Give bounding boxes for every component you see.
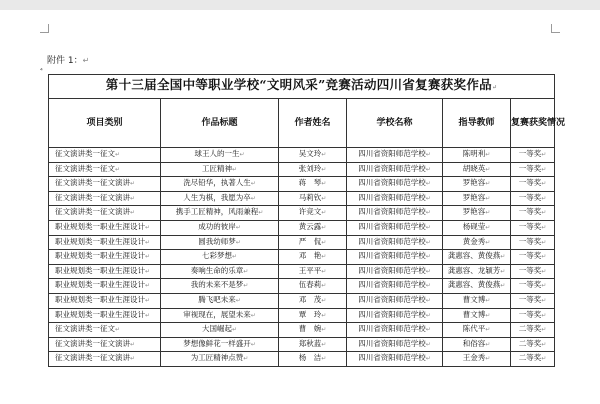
cell-teacher: 胡晓英↵ (443, 162, 511, 177)
paragraph-mark-icon: ↵ (485, 238, 491, 246)
cell-teacher: 龚惠容、黄俊燕↵ (443, 279, 511, 294)
cell-teacher: 陈代平↵ (443, 323, 511, 338)
cell-title: 人生为棋，我愿为卒↵ (161, 191, 279, 206)
paragraph-mark-icon: ↵ (145, 238, 151, 246)
cell-award: 一等奖↵ (511, 235, 555, 250)
cell-teacher: 黄金秀↵ (443, 235, 511, 250)
cell-category: 征文演讲类一征文↵ (49, 162, 161, 177)
paragraph-mark-icon: ↵ (258, 209, 264, 217)
paragraph-mark-icon: ↵ (485, 340, 491, 348)
paragraph-mark-icon: ↵ (130, 209, 136, 217)
paragraph-mark-icon: ↵ (250, 180, 256, 188)
paragraph-mark-icon: ↵ (425, 282, 431, 290)
paragraph-mark-icon: ↵ (145, 267, 151, 275)
attachment-label: 附件 1：↵ (47, 56, 90, 66)
cell-award: 一等奖↵ (511, 308, 555, 323)
cell-category: 征文演讲类一征文演讲↵ (49, 352, 161, 367)
cell-award: 一等奖↵ (511, 279, 555, 294)
paragraph-mark-icon: ↵ (425, 238, 431, 246)
paragraph-mark-icon: ↵ (541, 223, 547, 231)
cell-school: 四川省资阳师范学校↵ (347, 177, 443, 192)
cell-award: 二等奖↵ (511, 352, 555, 367)
cell-title: 奏响生命的乐章↵ (161, 264, 279, 279)
cell-school: 四川省资阳师范学校↵ (347, 220, 443, 235)
cell-school: 四川省资阳师范学校↵ (347, 323, 443, 338)
cell-category: 征文演讲类一征文演讲↵ (49, 337, 161, 352)
cell-author: 邓 艳↵ (279, 250, 347, 265)
cell-school: 四川省资阳师范学校↵ (347, 148, 443, 163)
paragraph-mark-icon: ↵ (425, 194, 431, 202)
paragraph-mark-icon: ↵ (321, 194, 327, 202)
cell-title: 梦想像鲜花一样盛开↵ (161, 337, 279, 352)
table-row (49, 352, 555, 367)
cell-category: 职业规划类一职业生涯设计↵ (49, 220, 161, 235)
cell-category: 职业规划类一职业生涯设计↵ (49, 308, 161, 323)
paragraph-mark-icon: ↵ (115, 151, 121, 158)
cell-school: 四川省资阳师范学校↵ (347, 235, 443, 250)
paragraph-mark-icon: ↵ (243, 267, 249, 275)
cell-school: 四川省资阳师范学校↵ (347, 250, 443, 265)
cell-title: 审视现在，展望未来↵ (161, 308, 279, 323)
cell-teacher: 陈明利↵ (443, 148, 511, 163)
paragraph-mark-icon: ↵ (130, 355, 136, 363)
cell-teacher: 曹文博↵ (443, 308, 511, 323)
cell-school: 四川省资阳师范学校↵ (347, 264, 443, 279)
paragraph-mark-icon: ↵ (541, 311, 547, 319)
cell-award: 一等奖↵ (511, 250, 555, 265)
cell-award: 二等奖↵ (511, 337, 555, 352)
paragraph-mark-icon: ↵ (485, 151, 491, 158)
paragraph-mark-icon: ↵ (425, 326, 431, 334)
cell-title: 为工匠精神点赞↵ (161, 352, 279, 367)
table-row (49, 162, 555, 177)
paragraph-mark-icon: ↵ (485, 311, 491, 319)
paragraph-mark-icon: ↵ (321, 223, 327, 231)
paragraph-mark-icon: ↵ (243, 282, 249, 290)
paragraph-mark-icon: ↵ (321, 355, 327, 363)
paragraph-mark-icon: ↵ (500, 253, 506, 261)
paragraph-mark-icon: ↵ (235, 238, 241, 246)
paragraph-mark-icon: ↵ (541, 355, 547, 363)
paragraph-mark-icon: ↵ (541, 151, 547, 158)
cell-teacher: 龚惠容、黄俊燕↵ (443, 250, 511, 265)
header-author: 作者姓名 (279, 99, 347, 148)
cell-category: 职业规划类一职业生涯设计↵ (49, 293, 161, 308)
paragraph-mark-icon: ↵ (541, 253, 547, 261)
cell-title: 成功的彼岸↵ (161, 220, 279, 235)
cell-author: 许竞文↵ (279, 206, 347, 221)
paragraph-mark-icon: ↵ (145, 296, 151, 304)
cell-author: 吴文玲↵ (279, 148, 347, 163)
table-row (49, 264, 555, 279)
paragraph-mark-icon: ↵ (145, 253, 151, 261)
paragraph-mark-icon: ↵ (321, 267, 327, 275)
cell-category: 征文演讲类一征文演讲↵ (49, 177, 161, 192)
paragraph-mark-icon: ↵ (425, 165, 431, 173)
paragraph-mark-icon: ↵ (541, 165, 547, 173)
cell-author: 张刘玲↵ (279, 162, 347, 177)
paragraph-mark-icon: ↵ (541, 296, 547, 304)
cell-award: 一等奖↵ (511, 264, 555, 279)
award-table-container (48, 74, 566, 367)
cell-category: 职业规划类一职业生涯设计↵ (49, 264, 161, 279)
cell-teacher: 曹文博↵ (443, 293, 511, 308)
cell-award: 一等奖↵ (511, 206, 555, 221)
paragraph-mark-icon: ↵ (541, 238, 547, 246)
cell-award: 一等奖↵ (511, 148, 555, 163)
paragraph-mark-icon: ↵ (485, 180, 491, 188)
paragraph-mark-icon: ↵ (425, 311, 431, 319)
cell-author: 覃 玲↵ (279, 308, 347, 323)
paragraph-mark-icon: ↵ (243, 355, 249, 363)
paragraph-mark-icon: ↵ (541, 282, 547, 290)
cell-school: 四川省资阳师范学校↵ (347, 352, 443, 367)
cell-author: 王平平↵ (279, 264, 347, 279)
cell-title: 七彩梦想↵ (161, 250, 279, 265)
cell-teacher: 杨砚莹↵ (443, 220, 511, 235)
paragraph-mark-icon: ↵ (321, 165, 327, 173)
cell-category: 征文演讲类一征文演讲↵ (49, 206, 161, 221)
cell-author: 曹 婉↵ (279, 323, 347, 338)
paragraph-mark-icon: ↵ (485, 194, 491, 202)
crop-mark-top-left (40, 24, 49, 33)
cell-award: 一等奖↵ (511, 162, 555, 177)
cell-school: 四川省资阳师范学校↵ (347, 191, 443, 206)
paragraph-mark-icon: ↵ (321, 180, 327, 188)
paragraph-mark-icon: ↵ (485, 209, 491, 217)
paragraph-mark-icon: ↵ (250, 340, 256, 348)
paragraph-mark-icon: ↵ (425, 180, 431, 188)
table-row (49, 323, 555, 338)
paragraph-mark-icon: ↵ (321, 311, 327, 319)
paragraph-mark-icon: ↵ (541, 180, 547, 188)
paragraph-mark-icon: ↵ (130, 340, 136, 348)
paragraph-mark-icon: ↵ (321, 282, 327, 290)
paragraph-mark-icon: ↵ (321, 238, 327, 246)
header-row (49, 99, 555, 148)
paragraph-mark-icon: ↵ (321, 151, 327, 158)
cell-teacher: 罗艳容↵ (443, 206, 511, 221)
window-top-strip (0, 0, 600, 10)
cell-category: 征文演讲类一征文演讲↵ (49, 191, 161, 206)
header-category: 项目类别 (49, 99, 161, 148)
cell-school: 四川省资阳师范学校↵ (347, 308, 443, 323)
paragraph-mark-icon: ↵ (485, 326, 491, 334)
cell-teacher: 龚惠容、龙颖芳↵ (443, 264, 511, 279)
cell-school: 四川省资阳师范学校↵ (347, 293, 443, 308)
cell-teacher: 罗艳容↵ (443, 191, 511, 206)
paragraph-mark-icon: ↵ (425, 267, 431, 275)
paragraph-mark-icon: ↵ (321, 326, 327, 334)
cell-award: 一等奖↵ (511, 177, 555, 192)
paragraph-mark-icon: ↵ (485, 223, 491, 231)
paragraph-mark-icon: ↵ (250, 311, 256, 319)
paragraph-mark-icon: ↵ (500, 282, 506, 290)
paragraph-mark-icon: ↵ (145, 311, 151, 319)
header-award: 复赛获奖情况 (511, 99, 555, 148)
cell-school: 四川省资阳师范学校↵ (347, 279, 443, 294)
paragraph-mark-icon: ↵ (239, 151, 245, 158)
paragraph-mark-icon: ↵ (541, 340, 547, 348)
cell-category: 征文演讲类一征文↵ (49, 323, 161, 338)
cell-author: 马莉钦↵ (279, 191, 347, 206)
cell-award: 一等奖↵ (511, 220, 555, 235)
paragraph-mark-icon: ↵ (485, 165, 491, 173)
cell-author: 黄云露↵ (279, 220, 347, 235)
table-row (49, 148, 555, 163)
paragraph-mark-icon: ↵ (485, 296, 491, 304)
table-title: 第十三届全国中等职业学校“文明风采”竞赛活动四川省复赛获奖作品↵ (49, 75, 555, 99)
anchor-icon: ⁴ (40, 67, 43, 75)
paragraph-mark-icon: ↵ (231, 165, 238, 173)
cell-award: 二等奖↵ (511, 323, 555, 338)
cell-title: 携手工匠精神，风雨兼程↵ (161, 206, 279, 221)
paragraph-mark-icon: ↵ (425, 296, 431, 304)
paragraph-mark-icon: ↵ (130, 194, 136, 202)
paragraph-mark-icon: ↵ (115, 165, 121, 173)
cell-author: 蒋 琴↵ (279, 177, 347, 192)
paragraph-mark-icon: ↵ (425, 209, 431, 217)
header-school: 学校名称 (347, 99, 443, 148)
paragraph-mark-icon: ↵ (500, 267, 506, 275)
paragraph-mark-icon: ↵ (115, 326, 121, 334)
cell-author: 郑秋蓝↵ (279, 337, 347, 352)
table-row (49, 308, 555, 323)
cell-category: 职业规划类一职业生涯设计↵ (49, 235, 161, 250)
table-row (49, 235, 555, 250)
cell-school: 四川省资阳师范学校↵ (347, 162, 443, 177)
paragraph-mark-icon: ↵ (541, 326, 547, 334)
paragraph-mark-icon: ↵ (235, 223, 241, 231)
paragraph-mark-icon: ↵ (425, 253, 431, 261)
paragraph-mark-icon: ↵ (231, 253, 238, 261)
cell-title: 圆我幼师梦↵ (161, 235, 279, 250)
paragraph-mark-icon: ↵ (425, 340, 431, 348)
paragraph-mark-icon: ↵ (145, 282, 151, 290)
table-row (49, 279, 555, 294)
paragraph-mark-icon: ↵ (485, 355, 491, 363)
cell-author: 严 侃↵ (279, 235, 347, 250)
header-title: 作品标题 (161, 99, 279, 148)
crop-mark-top-right (551, 24, 560, 33)
paragraph-mark-icon: ↵ (425, 223, 431, 231)
table-row (49, 220, 555, 235)
cell-award: 一等奖↵ (511, 191, 555, 206)
cell-category: 职业规划类一职业生涯设计↵ (49, 250, 161, 265)
header-teacher: 指导教师 (443, 99, 511, 148)
paragraph-mark-icon: ↵ (231, 326, 238, 334)
paragraph-mark-icon: ↵ (425, 355, 431, 363)
table-row (49, 206, 555, 221)
cell-school: 四川省资阳师范学校↵ (347, 337, 443, 352)
paragraph-mark-icon: ↵ (541, 267, 547, 275)
cell-author: 伍春莉↵ (279, 279, 347, 294)
paragraph-mark-icon: ↵ (321, 253, 327, 261)
cell-teacher: 罗艳容↵ (443, 177, 511, 192)
paragraph-mark-icon: ↵ (130, 180, 136, 188)
cell-title: 大国崛起↵ (161, 323, 279, 338)
paragraph-mark-icon: ↵ (425, 151, 431, 158)
table-row (49, 177, 555, 192)
paragraph-mark-icon: ↵ (541, 209, 547, 217)
cell-title: 腾飞吧未来↵ (161, 293, 279, 308)
cell-teacher: 和俗容↵ (443, 337, 511, 352)
table-row (49, 293, 555, 308)
award-table (48, 74, 566, 367)
cell-category: 职业规划类一职业生涯设计↵ (49, 279, 161, 294)
cell-category: 征文演讲类一征文↵ (49, 148, 161, 163)
paragraph-mark-icon: ↵ (250, 194, 256, 202)
paragraph-mark-icon: ↵ (541, 194, 547, 202)
cell-author: 杨 洁↵ (279, 352, 347, 367)
paragraph-mark-icon: ↵ (321, 296, 327, 304)
cell-title: 洗尽铅华，执著人生↵ (161, 177, 279, 192)
paragraph-mark-icon: ↵ (321, 209, 327, 217)
cell-teacher: 王金秀↵ (443, 352, 511, 367)
cell-title: 球王人的一生↵ (161, 148, 279, 163)
paragraph-mark-icon: ↵ (321, 340, 327, 348)
table-row (49, 191, 555, 206)
table-row (49, 337, 555, 352)
paragraph-mark-icon: ↵ (235, 296, 241, 304)
cell-title: 我的未来不是梦↵ (161, 279, 279, 294)
paragraph-mark-icon: ↵ (145, 223, 151, 231)
cell-award: 一等奖↵ (511, 293, 555, 308)
paragraph-mark-icon: ↵ (82, 56, 90, 65)
cell-school: 四川省资阳师范学校↵ (347, 206, 443, 221)
cell-title: 工匠精神↵ (161, 162, 279, 177)
cell-author: 邓 茂↵ (279, 293, 347, 308)
table-row (49, 250, 555, 265)
table-title-row (49, 75, 555, 99)
